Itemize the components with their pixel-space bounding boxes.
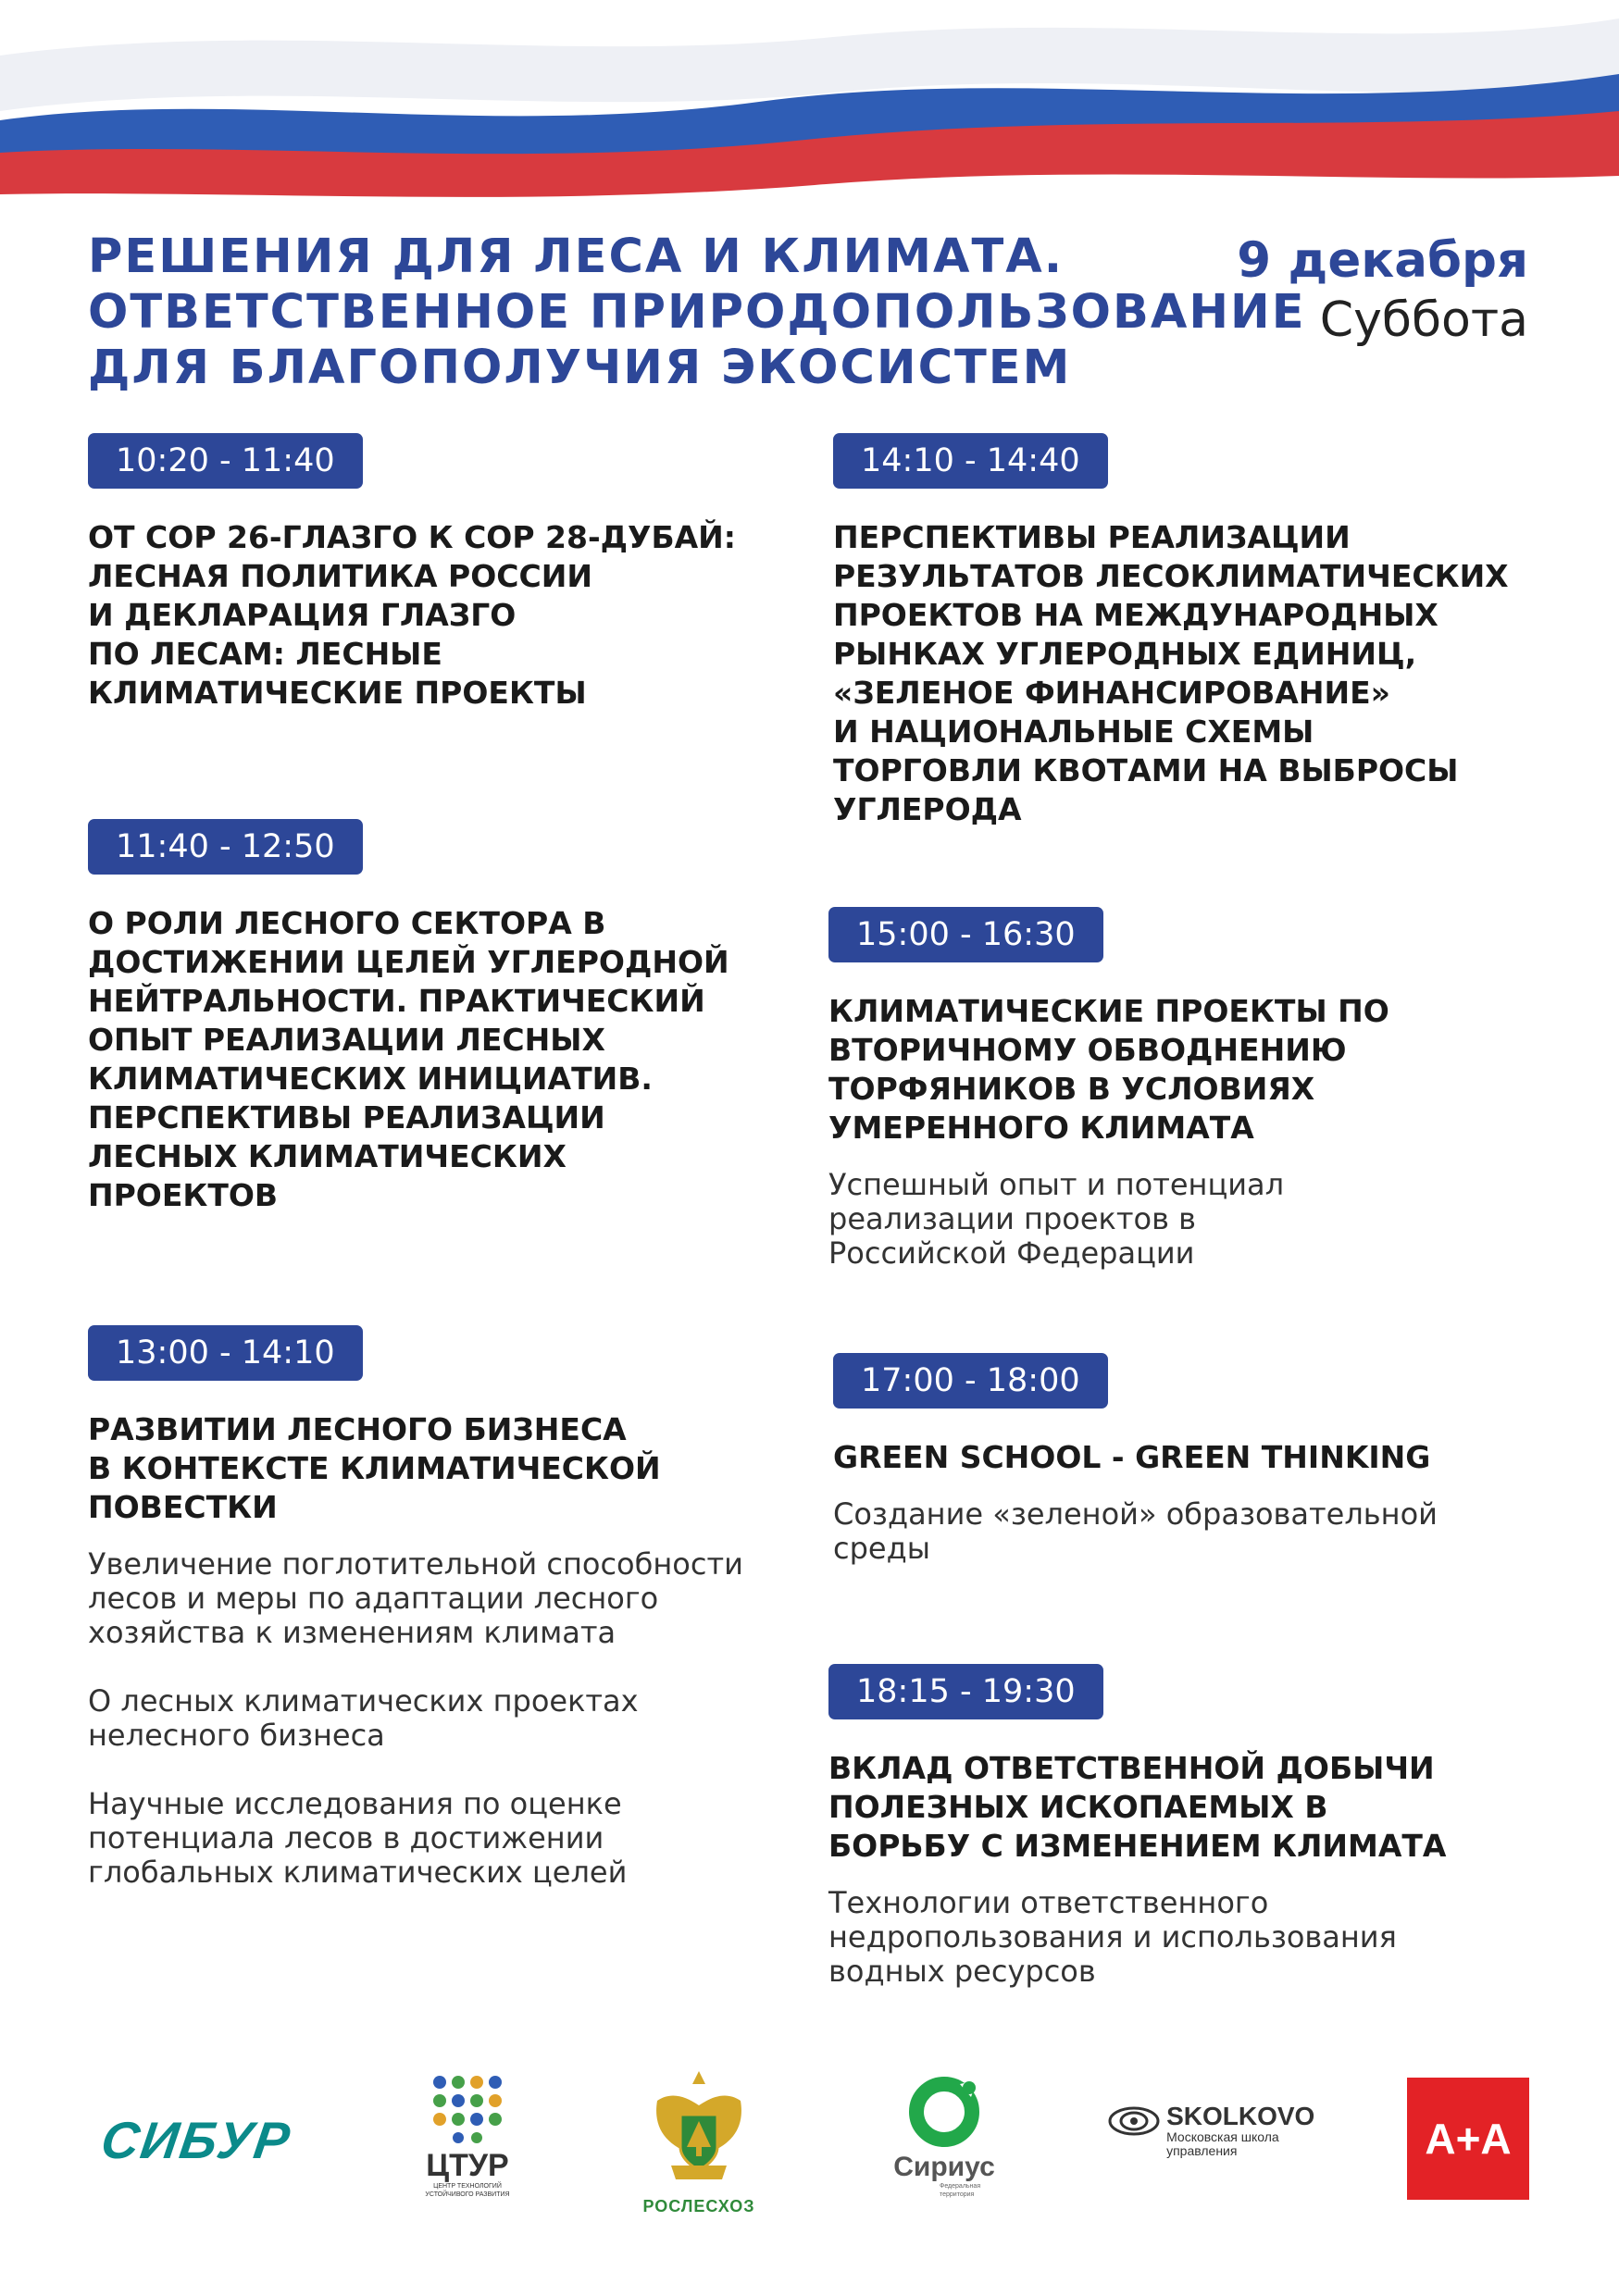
desc-line: недропользования и использования xyxy=(828,1919,1397,1955)
desc-line: реализации проектов в xyxy=(828,1201,1196,1236)
session-6 xyxy=(833,1353,1438,1600)
date-weekday: Суббота xyxy=(1319,292,1528,348)
time-badge: 14:10 - 14:40 xyxy=(833,433,1108,489)
desc-line: нелесного бизнеса xyxy=(88,1718,385,1753)
description-paragraph xyxy=(88,1787,743,1890)
desc-line: водных ресурсов xyxy=(828,1954,1096,1989)
title-line: БОРЬБУ С ИЗМЕНЕНИЕМ КЛИМАТА xyxy=(828,1828,1447,1864)
title-line: ПО ЛЕСАМ: ЛЕСНЫЕ xyxy=(88,636,442,672)
title-line: ПЕРСПЕКТИВЫ РЕАЛИЗАЦИИ xyxy=(88,1099,605,1136)
title-line: ВКЛАД ОТВЕТСТВЕННОЙ ДОБЫЧИ xyxy=(828,1750,1435,1786)
desc-line: О лесных климатических проектах xyxy=(88,1683,639,1719)
title-line: РЕЗУЛЬТАТОВ ЛЕСОКЛИМАТИЧЕСКИХ xyxy=(833,558,1509,594)
title-line: В КОНТЕКСТЕ КЛИМАТИЧЕСКОЙ xyxy=(88,1450,661,1486)
desc-line: Российской Федерации xyxy=(828,1235,1195,1271)
title-line: РЕШЕНИЯ ДЛЯ ЛЕСА И КЛИМАТА. xyxy=(88,230,1065,284)
session-title xyxy=(833,1438,1438,1477)
ctur-dots-icon xyxy=(426,2071,509,2145)
desc-line: Увеличение поглотительной способности xyxy=(88,1546,743,1582)
description-paragraph xyxy=(828,1168,1389,1271)
skolkovo-logo-text: SKOLKOVO xyxy=(1166,2102,1315,2130)
title-line: УГЛЕРОДА xyxy=(833,791,1022,827)
time-badge: 17:00 - 18:00 xyxy=(833,1353,1108,1409)
title-line: ПОЛЕЗНЫХ ИСКОПАЕМЫХ В xyxy=(828,1789,1328,1825)
skolkovo-globe-icon xyxy=(1106,2103,1162,2140)
session-1 xyxy=(88,433,736,713)
session-title xyxy=(828,992,1389,1148)
title-line: ОПЫТ РЕАЛИЗАЦИИ ЛЕСНЫХ xyxy=(88,1022,605,1058)
desc-line: лесов и меры по адаптации лесного xyxy=(88,1581,659,1616)
title-line: ЛЕСНЫХ КЛИМАТИЧЕСКИХ xyxy=(88,1138,567,1174)
title-line: ВТОРИЧНОМУ ОБВОДНЕНИЮ xyxy=(828,1032,1347,1068)
session-3 xyxy=(88,1325,743,1924)
rosleshoz-logo-text: РОСЛЕСХОЗ xyxy=(642,2197,755,2215)
description-paragraph xyxy=(833,1497,1438,1566)
description-paragraph xyxy=(88,1684,743,1753)
session-title xyxy=(828,1749,1446,1866)
flag-ribbon xyxy=(0,0,1619,213)
description-paragraph xyxy=(88,1547,743,1650)
session-description xyxy=(833,1497,1438,1566)
partner-logos xyxy=(0,2064,1619,2230)
ctur-logo xyxy=(421,2071,514,2199)
description-paragraph xyxy=(828,1886,1446,1989)
ctur-logo-subtitle: ЦЕНТР ТЕХНОЛОГИЙ УСТОЙЧИВОГО РАЗВИТИЯ xyxy=(425,2183,510,2198)
desc-line: глобальных климатических целей xyxy=(88,1855,628,1890)
title-line: ДЛЯ БЛАГОПОЛУЧИЯ ЭКОСИСТЕМ xyxy=(88,341,1072,395)
event-date xyxy=(1237,231,1528,350)
title-line: «ЗЕЛЕНОЕ ФИНАНСИРОВАНИЕ» xyxy=(833,675,1390,711)
title-line: ОТВЕТСТВЕННОЕ ПРИРОДОПОЛЬЗОВАНИЕ xyxy=(88,285,1306,340)
title-line: ПЕРСПЕКТИВЫ РЕАЛИЗАЦИИ xyxy=(833,519,1351,555)
sirius-ring-icon xyxy=(903,2075,986,2149)
ctur-logo-text: ЦТУР xyxy=(426,2148,509,2183)
sirius-logo xyxy=(884,2075,1004,2199)
title-line: И НАЦИОНАЛЬНЫЕ СХЕМЫ xyxy=(833,714,1314,750)
desc-line: потенциала лесов в достижении xyxy=(88,1820,604,1855)
skolkovo-logo-subtitle: Московская школа xyxy=(1166,2129,1279,2144)
desc-line: Создание «зеленой» образовательной xyxy=(833,1496,1438,1532)
title-line: ПРОЕКТОВ xyxy=(88,1177,279,1213)
session-description xyxy=(828,1886,1446,1989)
session-title xyxy=(88,518,736,713)
skolkovo-logo xyxy=(1106,2103,1314,2158)
aa-logo-text: А+А xyxy=(1425,2115,1512,2163)
sibur-logo xyxy=(97,2110,295,2170)
time-badge: 15:00 - 16:30 xyxy=(828,907,1103,962)
time-badge: 10:20 - 11:40 xyxy=(88,433,363,489)
title-line: КЛИМАТИЧЕСКИЕ ПРОЕКТЫ ПО xyxy=(828,993,1389,1029)
title-line: КЛИМАТИЧЕСКИХ ИНИЦИАТИВ. xyxy=(88,1061,653,1097)
time-badge: 13:00 - 14:10 xyxy=(88,1325,363,1381)
desc-line: Технологии ответственного xyxy=(828,1885,1269,1920)
time-badge: 18:15 - 19:30 xyxy=(828,1664,1103,1719)
title-line: О РОЛИ ЛЕСНОГО СЕКТОРА В xyxy=(88,905,606,941)
time-badge: 11:40 - 12:50 xyxy=(88,819,363,875)
desc-line: среды xyxy=(833,1531,930,1566)
session-description xyxy=(828,1168,1389,1271)
sirius-logo-text: Сириус xyxy=(893,2152,995,2182)
event-title xyxy=(88,230,1306,396)
title-line: ТОРГОВЛИ КВОТАМИ НА ВЫБРОСЫ xyxy=(833,752,1459,788)
aa-logo xyxy=(1407,2078,1529,2200)
desc-line: хозяйства к изменениям климата xyxy=(88,1615,616,1650)
title-line: РАЗВИТИИ ЛЕСНОГО БИЗНЕСА xyxy=(88,1411,627,1447)
title-line: КЛИМАТИЧЕСКИЕ ПРОЕКТЫ xyxy=(88,675,587,711)
title-line: УМЕРЕННОГО КЛИМАТА xyxy=(828,1110,1254,1146)
session-description xyxy=(88,1547,743,1890)
sibur-logo-text: СИБУР xyxy=(97,2111,295,2169)
skolkovo-logo-subtitle: управления xyxy=(1166,2143,1238,2158)
session-title xyxy=(88,904,729,1215)
title-line: И ДЕКЛАРАЦИЯ ГЛАЗГО xyxy=(88,597,517,633)
session-2 xyxy=(88,819,729,1215)
date-day: 9 декабря xyxy=(1237,232,1528,289)
title-line: НЕЙТРАЛЬНОСТИ. ПРАКТИЧЕСКИЙ xyxy=(88,983,705,1019)
eagle-emblem-icon xyxy=(639,2064,759,2193)
title-line: ТОРФЯНИКОВ В УСЛОВИЯХ xyxy=(828,1071,1315,1107)
session-title xyxy=(833,518,1509,829)
title-line: ОТ COP 26-ГЛАЗГО К COP 28-ДУБАЙ: xyxy=(88,519,736,555)
title-line: ПРОЕКТОВ НА МЕЖДУНАРОДНЫХ xyxy=(833,597,1438,633)
title-line: ДОСТИЖЕНИИ ЦЕЛЕЙ УГЛЕРОДНОЙ xyxy=(88,944,729,980)
title-line: ПОВЕСТКИ xyxy=(88,1489,278,1525)
session-5 xyxy=(828,907,1389,1305)
rosleshoz-logo xyxy=(629,2064,768,2215)
session-title xyxy=(88,1410,743,1527)
title-line: РЫНКАХ УГЛЕРОДНЫХ ЕДИНИЦ, xyxy=(833,636,1417,672)
title-line: ЛЕСНАЯ ПОЛИТИКА РОССИИ xyxy=(88,558,592,594)
session-7 xyxy=(828,1664,1446,2023)
desc-line: Успешный опыт и потенциал xyxy=(828,1167,1285,1202)
sirius-logo-subtitle: Федеральная территория xyxy=(940,2183,981,2198)
desc-line: Научные исследования по оценке xyxy=(88,1786,622,1821)
session-4 xyxy=(833,433,1509,829)
title-line: GREEN SCHOOL - GREEN THINKING xyxy=(833,1439,1431,1475)
